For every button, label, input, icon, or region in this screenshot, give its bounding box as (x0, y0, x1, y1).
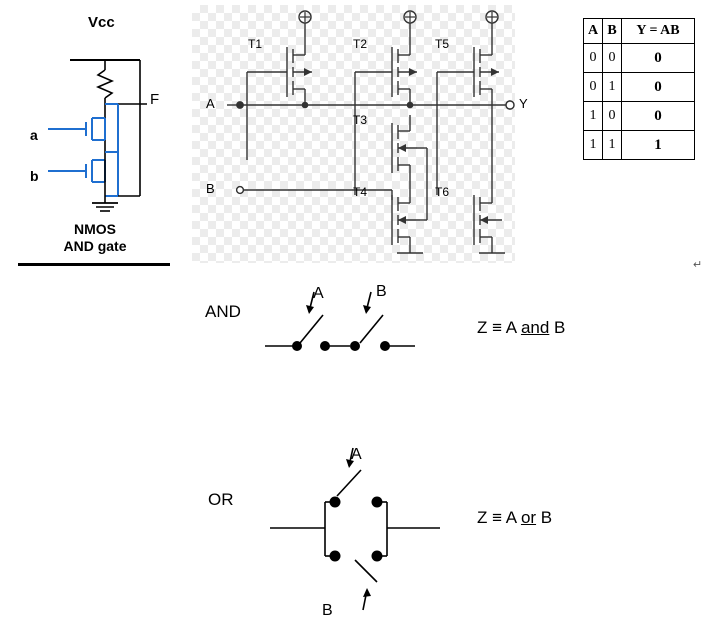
cell-b: 0 (603, 44, 622, 73)
header-b: B (603, 19, 622, 44)
and-label-b: B (376, 283, 387, 300)
and-equation-prefix: Z ≡ A (477, 318, 521, 337)
truth-table (583, 18, 695, 160)
transistor-label-t4: T4 (353, 185, 368, 199)
and-label-a: A (313, 285, 324, 302)
or-switch-figure (0, 430, 714, 620)
or-equation-prefix: Z ≡ A (477, 508, 521, 527)
or-switch-svg (255, 430, 485, 620)
cell-y: 0 (622, 102, 695, 131)
cell-y: 0 (622, 73, 695, 102)
cell-b: 1 (603, 73, 622, 102)
or-label-b: B (322, 602, 333, 619)
table-row (584, 73, 695, 102)
and-title: AND (205, 302, 241, 321)
transistor-label-t5: T5 (435, 37, 450, 51)
transistor-label-t2: T2 (353, 37, 368, 51)
and-equation (477, 318, 565, 338)
transistor-label-t3: T3 (353, 113, 368, 127)
nmos-caption-line2: AND gate (63, 238, 127, 254)
cmos-input-a-label: A (206, 96, 215, 111)
cell-y: 0 (622, 44, 695, 73)
or-equation-suffix: B (536, 508, 553, 527)
and-equation-suffix: B (549, 318, 566, 337)
cell-a: 1 (584, 102, 603, 131)
or-label-a: A (351, 446, 362, 463)
divider-rule (18, 263, 170, 266)
or-equation (477, 508, 552, 528)
cmos-output-y-label: Y (519, 96, 528, 111)
cmos-and-schematic-figure (192, 5, 528, 263)
table-header-row (584, 19, 695, 44)
and-equation-operator: and (520, 318, 550, 337)
table-row (584, 44, 695, 73)
paragraph-mark: ↵ (693, 259, 703, 271)
vcc-label: Vcc (88, 14, 115, 31)
and-switch-figure (0, 280, 714, 390)
header-a: A (584, 19, 603, 44)
table-row (584, 131, 695, 160)
or-title: OR (208, 490, 234, 509)
and-switch-svg (255, 280, 485, 370)
cell-y: 1 (622, 131, 695, 160)
nmos-and-gate-figure (0, 0, 190, 275)
cmos-input-b-label: B (206, 181, 215, 196)
cell-a: 0 (584, 73, 603, 102)
cell-a: 1 (584, 131, 603, 160)
header-y: Y = AB (622, 19, 695, 44)
nmos-caption (0, 221, 190, 255)
cell-a: 0 (584, 44, 603, 73)
table-row (584, 102, 695, 131)
input-b-label: b (30, 168, 39, 184)
transistor-label-t1: T1 (248, 37, 263, 51)
input-a-label: a (30, 127, 38, 143)
transistor-label-t6: T6 (435, 185, 450, 199)
or-equation-operator: or (520, 508, 537, 527)
nmos-schematic-svg (0, 0, 190, 220)
cell-b: 0 (603, 102, 622, 131)
nmos-caption-line1: NMOS (74, 221, 116, 237)
cell-b: 1 (603, 131, 622, 160)
output-f-label: F (150, 91, 160, 108)
